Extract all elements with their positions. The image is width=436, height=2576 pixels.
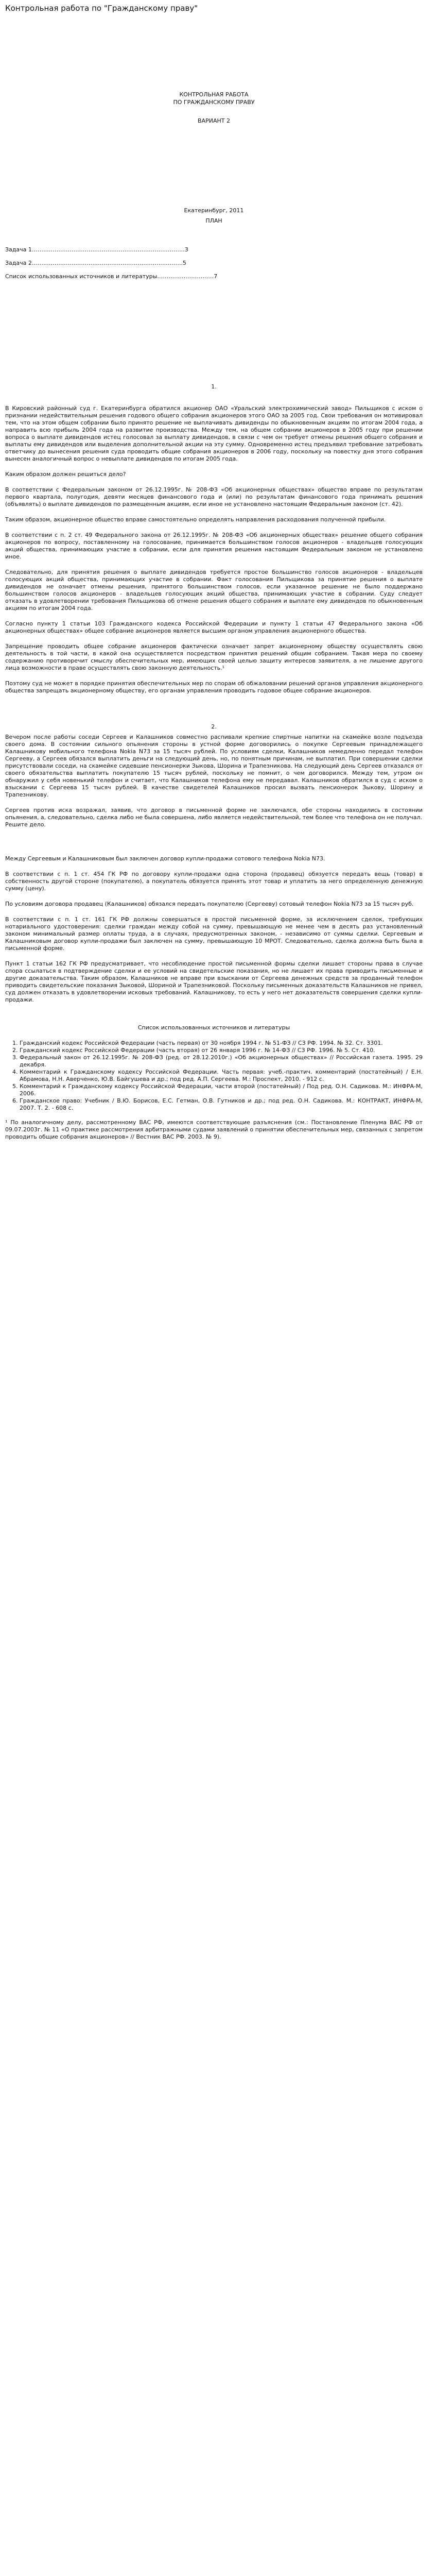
task-2-paragraph: Вечером после работы соседи Сергеев и Калашников совместно распивали крепкие спиртные напитки на скамейке возле подъезда своего дома. В состоянии сильного опьянения стороны в устной форме договорились о покупке Сергеевым принадлежащего Калашникову мобильного телефона Nokia N73 за 15 тысяч рублей. По условиям сделки, Калашников немедленно передал телефон Сергееву, а Сергеев обязался выплатить деньги на следующий день, но, по понятным причинам, не выплатил. При совершении сделки присутствовали соседи, на скамейке сидевшие пенсионерки Зыкова, Шорина и Трапезникова. На следующий день Сергеев отказался от своего обязательства выплатить покупателю 15 тысяч рублей, поскольку не помнит, о чем договорился. Между тем, утром он обнаружил у себя новенький телефон и считает, что Калашников телефона ему не передавал. Калашников обратился в суд с иском о взыскании с Сергеева 15 тысяч рублей. В качестве свидетелей Калашников просил вызвать пенсионерок Зыкову, Шорину и Трапезникову. (5, 734, 423, 798)
reference-item: 6. Гражданское право: Учебник / В.Ю. Борисов, Е.С. Гетман, О.В. Гутников и др.; под ред. О.Н. Садикова. М.: КОНТРАКТ, ИНФРА-М, 2007. Т. 2. - 608 с. (20, 1097, 423, 1112)
references-list (5, 1040, 423, 1112)
task-2-paragraph: По условиям договора продавец (Калашников) обязался передать покупателю (Сергееву) сотовый телефон Nokia N73 за 15 тысяч руб. (5, 901, 414, 907)
task-1-paragraph: Таким образом, акционерное общество вправе самостоятельно определять направления расходования полученной прибыли. (5, 516, 386, 523)
toc-item: Задача 1………………………………………………………………………3 (5, 246, 188, 253)
task-2-paragraph: Между Сергеевым и Калашниковым был заключен договор купли-продажи сотового телефона Nokia N73. (5, 855, 325, 862)
task-2-section (5, 723, 423, 1004)
toc-item: Список использованных источников и литературы…………………………7 (5, 273, 218, 280)
title-page-line-1: КОНТРОЛЬНАЯ РАБОТА (179, 91, 249, 98)
reference-item: 5. Комментарий к Гражданскому кодексу Российской Федерации, части второй (постатейный) / Под ред. О.Н. Садикова. М.: ИНФРА-М, 2006. (20, 1083, 423, 1097)
task-1-paragraph: Поэтому суд не может в порядке принятия обеспечительных мер по спорам об обжаловании решений органов управления акционерного общества запрещать акционерному обществу, его органам управления проводить годовое общее собрание акционеров. (5, 680, 423, 694)
task-2-number: 2. (211, 723, 217, 730)
task-2-paragraph: Решите дело. (5, 821, 46, 828)
task-2-paragraph: Пункт 1 статьи 162 ГК РФ предусматривает, что несоблюдение простой письменной формы сделки лишает стороны права в случае спора ссылаться в подтверждение сделки и ее условий на свидетельские показания, но не лишает их права приводить письменные и другие доказательства. Таким образом, Калашников не вправе при взыскании от Сергеева денежных средств за проданный телефон приводить свидетельские показания Зыковой, Шориной и Трапезниковой. Поскольку письменных доказательств Калашников не привел, суд должен отказать в удовлетворении исковых требований. Калашникову, то есть у него нет доказательств совершения сделки купли-продажи. (5, 960, 423, 1003)
task-1-paragraph: В соответствии с Федеральным законом от 26.12.1995г. № 208-ФЗ «Об акционерных обществах» общество вправе по результатам первого квартала, полугодия, девяти месяцев финансового года и (или) по результатам финансового года принимать решения (объявлять) о выплате дивидендов по размещенным акциям, если иное не установлено настоящим Федеральным законом (ст. 42). (5, 486, 423, 507)
reference-item: 1. Гражданский кодекс Российской Федерации (часть первая) от 30 ноября 1994 г. № 51-ФЗ // СЗ РФ. 1994. № 32. Ст. 3301. (20, 1040, 423, 1047)
document-page (0, 0, 436, 1151)
task-2-paragraph: В соответствии с п. 1 ст. 454 ГК РФ по договору купли-продажи одна сторона (продавец) обязуется передать вещь (товар) в собственность другой стороне (покупателю), а покупатель обязуется принять этот товар и уплатить за него определенную денежную сумму (цену). (5, 871, 423, 892)
title-page-variant: ВАРИАНТ 2 (198, 117, 230, 124)
reference-item: 4. Комментарий к Гражданскому кодексу Российской Федерации. Часть первая: учеб.-практич. комментарий (постатейный) / Е.Н. Абрамова, Н.Н. Аверченко, Ю.В. Байгушева и др.; под ред. А.П. Сергеева. М.: Проспект, 2010. - 912 с. (20, 1069, 423, 1083)
toc-item: Задача 2……………………………………………………………………..5 (5, 260, 186, 266)
task-1-paragraph: В соответствии с п. 2 ст. 49 Федерального закона от 26.12.1995г. № 208-ФЗ «Об акционерных обществах» решение общего собрания акционеров по вопросу, поставленному на голосование, принимается большинством голосов акционеров - владельцев голосующих акций общества, принимающих участие в собрании, если для принятия решения настоящим Федеральным законом не установлено иное. (5, 532, 423, 560)
references-section (5, 1024, 423, 1141)
task-1-number: 1. (211, 383, 217, 390)
task-1-paragraph: Следовательно, для принятия решения о выплате дивидендов требуется простое большинство голосов акционеров - владельцев голосующих акций общества, принимающих участие в собрании. Факт голосования Пильщикова за принятие решения о выплате дивидендов не означает отмены решения, принятого большинством голосов, если указанное решение не было поддержано большинством голосов акционеров - владельцев голосующих акций общества, принимающих участие в собрании. Суду следует отказать в удовлетворении требования Пильщикова об отмене решения общего собрания и выплате ему дивидендов по обыкновенным акциям по итогам 2004 года. (5, 569, 423, 612)
task-1-paragraph: Запрещение проводить общее собрание акционеров фактически означает запрет акционерному обществу осуществлять свою деятельность в той части, в какой она осуществляется посредством принятия решений общим собранием. Такая мера по своему содержанию противоречит смыслу обеспечительных мер, имеющих своей целью защиту интересов заявителя, а не лишение другого лица возможности в праве осуществлять свою законную деятельность.¹ (5, 643, 423, 671)
task-1-paragraph: Каким образом должен решиться дело? (5, 471, 126, 478)
task-1-paragraph: Согласно пункту 1 статьи 103 Гражданского кодекса Российской Федерации и пункту 1 статьи 47 Федерального закона «Об акционерных обществах» общее собрание акционеров является высшим органом управления акционерного общества. (5, 620, 423, 634)
footnote: ¹ По аналогичному делу, рассмотренному ВАС РФ, имеются соответствующие разъяснения (см.: Постановление Пленума ВАС РФ от 09.07.2003г. № 11 «О практике рассмотрения арбитражными судами заявлений о принятии обеспечительных мер, связанных с запретом проводить общие собрания акционеров» // Вестник ВАС РФ. 2003. № 9). (5, 1119, 423, 1140)
page-title: Контрольная работа по "Гражданскому праву" (5, 4, 198, 13)
title-page-line-2: ПО ГРАЖДАНСКОМУ ПРАВУ (173, 99, 255, 106)
reference-item: 3. Федеральный закон от 26.12.1995г. № 208-ФЗ (ред. от 28.12.2010г.) «Об акционерных обществах» // Российская газета. 1995. 29 декабря. (20, 1054, 423, 1069)
title-page-heading (5, 91, 423, 106)
task-1-section (5, 383, 423, 694)
reference-item: 2. Гражданский кодекс Российской Федерации (часть вторая) от 26 января 1996 г. № 14-ФЗ // СЗ РФ. 1996. № 5. Ст. 410. (20, 1047, 423, 1054)
task-1-paragraph: В Кировский районный суд г. Екатеринбурга обратился акционер ОАО «Уральский электрохимический завод» Пильщиков с иском о признании недействительным решения годового общего собрания акционеров этого ОАО за 2005 год. Свои требования он мотивировал тем, что на этом общем собрании было принято решение не выплачивать дивиденды по обыкновенным акциям по итогам 2004 года, а направить всю прибыль 2004 года на развитие производства. Между тем, на общем собрании акционеров в 2005 году при решении вопроса о выплате дивидендов истец голосовал за выплату дивидендов, в связи с чем он требует отмены решения общего собрания и выплаты ему дивидендов или выделения дополнительной акции на эту сумму. Одновременно истец предъявил требование затребовать ответчику до вынесения решения суда проводить общие собрания акционеров в 2006 году, поскольку на повестку дня этого собрания вынесен аналогичный вопрос о невыплате дивидендов по итогам 2005 года. (5, 405, 423, 462)
references-title: Список использованных источников и литературы (137, 1024, 290, 1031)
table-of-contents (5, 246, 423, 280)
title-page-city-year: Екатеринбург, 2011 (184, 207, 244, 214)
task-2-paragraph: Сергеев против иска возражал, заявив, что договор в письменной форме не заключался, обе стороны находились в состоянии опьянения, а, следовательно, сделка либо не была совершена, либо является недействительной, тем более что телефона он не получал. (5, 807, 423, 821)
plan-heading: ПЛАН (205, 217, 222, 224)
task-2-paragraph: В соответствии с п. 1 ст. 161 ГК РФ должны совершаться в простой письменной форме, за исключением сделок, требующих нотариального удостоверения: сделки граждан между собой на сумму, превышающую не менее чем в десять раз установленный законом минимальный размер оплаты труда, а в случаях, предусмотренных законом, - независимо от суммы сделки. Сергеевым и Калашниковым договор купли-продажи был заключен на сумму, превышающую 10 МРОТ. Следовательно, сделка должна быть была в письменной форме. (5, 916, 423, 952)
